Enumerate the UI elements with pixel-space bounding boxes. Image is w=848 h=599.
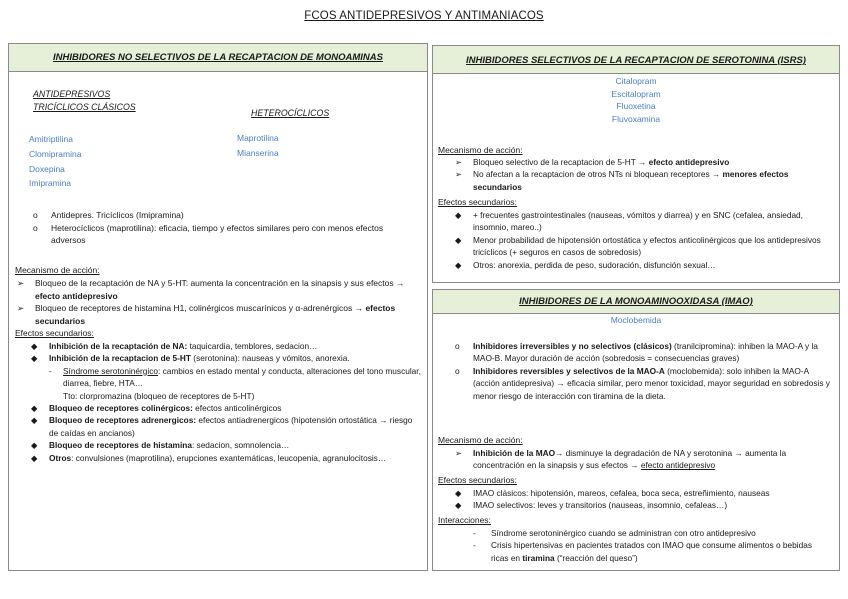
nonselective-header: INHIBIDORES NO SELECTIVOS DE LA RECAPTACION DE MONOAMINAS (9, 44, 427, 72)
circle-bullet-icon: o (455, 365, 460, 376)
list-item: ◆ Otros: convulsiones (maprotilina), erupciones exantemáticas, leucopenia, agranulocitosis… (31, 452, 387, 463)
diamond-bullet-icon: ◆ (31, 403, 38, 414)
diamond-bullet-icon: ◆ (31, 440, 38, 451)
drug-item: Imipramina (29, 178, 72, 189)
mechanism-list (455, 447, 833, 472)
diamond-bullet-icon: ◆ (31, 353, 38, 364)
arrow-bullet-icon: ➢ (17, 278, 25, 288)
drug-item: Amitriptilina (29, 134, 73, 144)
arrow-bullet-icon: ➢ (455, 157, 462, 167)
nonselective-inhibitors-panel (8, 43, 428, 571)
drug-item: Escitalopram (611, 88, 661, 99)
drug-item: Doxepina (29, 163, 65, 174)
list-item: - Crisis hipertensivas en pacientes tratados con IMAO que consume alimentos o bebidas ricas en tiramina (“reacción del queso”) (473, 540, 812, 563)
list-item: ◆ Bloqueo de receptores de histamina: sedacion, somnolencia… (31, 440, 290, 451)
list-item: ➢ No afectan a la recaptacion de otros NTs ni bloquean receptores → menores efectos secundarios (455, 169, 789, 192)
heterocyclic-drug-list (237, 131, 279, 161)
side-effects-title: Efectos secundarios: (438, 197, 517, 207)
list-item: ◆ Menor probabilidad de hipotensión ortostática y efectos anticolinérgicos que los antidepresivos tricíclicos (+ seguros en casos de sobredosis) (455, 234, 821, 258)
drug-item: Citalopram (615, 76, 657, 86)
ssri-panel (432, 45, 840, 283)
mechanism-list (455, 156, 833, 193)
diamond-bullet-icon: ◆ (31, 341, 38, 351)
dash-bullet-icon: - (49, 365, 52, 376)
arrow-bullet-icon: ➢ (455, 169, 462, 180)
diamond-bullet-icon: ◆ (31, 415, 38, 426)
list-item: o Inhibidores reversibles y selectivos de la MAO-A (moclobemida): solo inhiben la MAO-A (acción antidepresiva) → eficacia similar, pero menor toxicidad, mayor seguridad en sobredosis y menor riesgo de interacción con tiramina de la dieta. (455, 365, 830, 401)
list-item: ➢ Bloqueo de receptores de histamina H1, colinérgicos muscarínicos y α-adrenérgicos → efectos secundarios (17, 303, 396, 326)
ssri-header: INHIBIDORES SELECTIVOS DE LA RECAPTACION DE SEROTONINA (ISRS) (433, 46, 839, 74)
tricyclic-heading-line1: ANTIDEPRESIVOS (33, 89, 111, 99)
imao-panel (432, 289, 840, 571)
list-item: o Antidepres. Tricíclicos (Imipramina) (33, 210, 184, 220)
arrow-bullet-icon: ➢ (455, 448, 462, 458)
drug-item: Mianserina (237, 147, 279, 158)
side-effects-list (455, 487, 839, 512)
list-item: ◆ + frecuentes gastrointestinales (nauseas, vómitos y diarrea) y en SNC (cefalea, ansiedad, insomnio, mareo..) (455, 210, 803, 233)
list-item: ◆ Inhibición de la recaptacion de 5-HT (serotonina): nauseas y vómitos, anorexia. (31, 353, 350, 364)
mechanism-title: Mecanismo de acción: (438, 435, 523, 445)
comparison-list (33, 209, 418, 247)
mechanism-list (17, 277, 419, 327)
imao-drug: Moclobemida (610, 315, 662, 325)
imao-header: INHIBIDORES DE LA MONOAMINOOXIDASA (IMAO) (433, 290, 839, 314)
diamond-bullet-icon: ◆ (31, 452, 38, 463)
diamond-bullet-icon: ◆ (455, 488, 462, 498)
mechanism-title: Mecanismo de acción: (15, 265, 100, 275)
page-title: FCOS ANTIDEPRESIVOS Y ANTIMANIACOS (304, 10, 544, 22)
tricyclic-heading-line2: TRICÍCLICOS CLÁSICOS (33, 102, 136, 112)
dash-bullet-icon: - (473, 528, 476, 538)
list-item: ◆ Inhibición de la recaptación de NA: taquicardia, temblores, sedacion… (31, 341, 318, 351)
diamond-bullet-icon: ◆ (455, 500, 462, 511)
tricyclic-drug-list (29, 132, 81, 191)
list-item: ◆ IMAO clásicos: hipotensión, mareos, cefalea, boca seca, estreñimiento, nauseas (455, 488, 770, 498)
ssri-drug-list (433, 75, 839, 125)
mechanism-title: Mecanismo de acción: (438, 145, 523, 155)
imao-types-list (455, 340, 835, 402)
side-effects-title: Efectos secundarios: (438, 475, 517, 485)
interactions-title: Interacciones: (438, 515, 491, 525)
drug-item: Maprotilina (237, 133, 279, 143)
list-item: ◆ Otros: anorexia, perdida de peso, sudoración, disfunción sexual… (455, 259, 716, 270)
interactions-list (473, 527, 829, 564)
list-item: - Síndrome serotoninérgico cuando se administran con otro antidepresivo (473, 528, 756, 538)
list-item: ◆ Bloqueo de receptores colinérgicos: efectos anticolinérgicos (31, 403, 282, 414)
heterocyclic-heading: HETEROCÍCLICOS (251, 108, 330, 118)
arrow-bullet-icon: ➢ (17, 303, 25, 314)
diamond-bullet-icon: ◆ (455, 234, 462, 245)
dash-bullet-icon: - (473, 540, 476, 551)
drug-item: Clomipramina (29, 148, 82, 159)
list-item: ◆ IMAO selectivos: leves y transitorios (nauseas, insomnio, cefaleas…) (455, 500, 728, 511)
list-item: o Inhibidores irreversibles y no selectivos (clásicos) (tranilcipromina): inhiben la MAO-A y la MAO-B. Mayor duración de acción (sobredosis = consecuencias graves) (455, 341, 818, 364)
side-effects-title: Efectos secundarios: (15, 328, 94, 338)
drug-item: Fluvoxamina (611, 113, 661, 124)
list-item: ➢ Bloqueo selectivo de la recaptacion de 5-HT → efecto antidepresivo (455, 157, 730, 167)
list-item: o Heterocíclicos (maprotilina): eficacia, tiempo y efectos similares pero con menos efectos adversos (33, 222, 384, 246)
circle-bullet-icon: o (33, 210, 38, 220)
drug-item: Fluoxetina (616, 101, 656, 112)
list-item: ➢ Bloqueo de la recaptación de NA y 5-HT: aumenta la concentración en la sinapsis y sus efectos → efecto antidepresivo (17, 278, 405, 301)
list-item: ◆ Bloqueo de receptores adrenergicos: efectos antiadrenergicos (hipotensión ortostática → riesgo de caídas en ancianos) (31, 415, 413, 438)
diamond-bullet-icon: ◆ (455, 210, 462, 220)
circle-bullet-icon: o (33, 222, 38, 233)
diamond-bullet-icon: ◆ (455, 259, 462, 270)
circle-bullet-icon: o (455, 341, 460, 351)
side-effects-list (31, 340, 421, 464)
list-item: - Síndrome serotoninérgico: cambios en estado mental y conducta, alteraciones del tono muscular, diarrea, fiebre, HTA… Tto: clorpromazina (bloqueo de receptores de 5-HT) (49, 365, 421, 401)
list-item: ➢ Inhibición de la MAO→ disminuye la degradación de NA y serotonina → aumenta la concentración en la sinapsis y sus efectos → efecto antidepresivo (455, 448, 787, 471)
side-effects-list (455, 209, 835, 271)
